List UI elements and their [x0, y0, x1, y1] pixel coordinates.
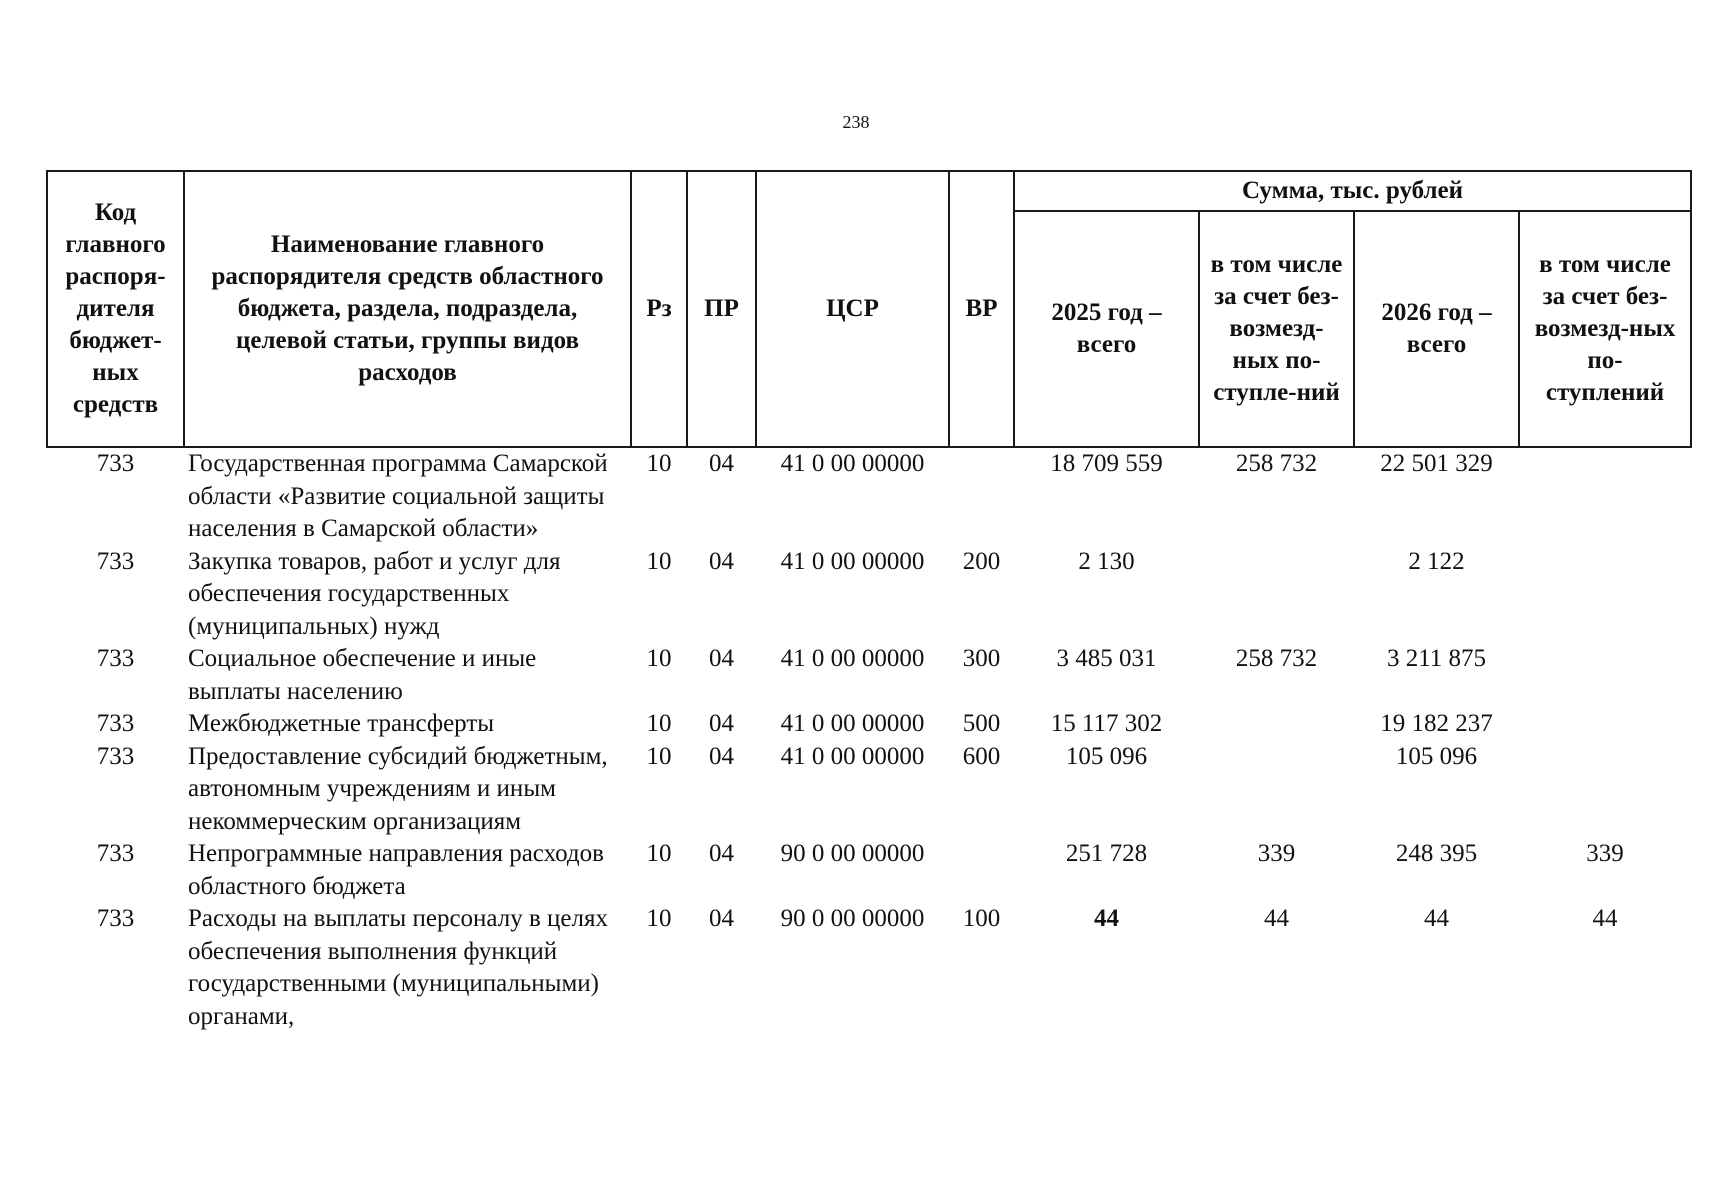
cell-2025-free [1199, 546, 1354, 644]
cell-2026-total: 2 122 [1408, 547, 1465, 575]
cell-pr: 04 [709, 547, 734, 575]
cell-2025-total: 2 130 [1078, 547, 1135, 575]
cell-2025-free: 44 [1264, 905, 1289, 932]
header-vr: ВР [949, 171, 1014, 447]
cell-vr: 200 [962, 547, 1001, 575]
cell-code: 733 [96, 450, 135, 477]
cell-name: Закупка товаров, работ и услуг для обеспечения государственных (муниципальных) нужд [188, 547, 561, 640]
budget-table [46, 170, 1692, 1033]
table-row [47, 903, 1691, 1033]
cell-pr: 04 [709, 450, 734, 477]
cell-2025-total: 18 709 559 [1050, 450, 1163, 477]
header-csr: ЦСР [756, 171, 949, 447]
header-2025-total: 2025 год – всего [1014, 211, 1199, 447]
header-2026-total: 2026 год – всего [1354, 211, 1519, 447]
cell-pr: 04 [709, 840, 734, 867]
cell-pr: 04 [709, 742, 734, 770]
cell-pr: 04 [709, 905, 734, 932]
table-row [47, 447, 1691, 546]
cell-name: Межбюджетные трансферты [188, 710, 495, 737]
cell-2025-free [1199, 708, 1354, 741]
cell-2026-free: 339 [1586, 840, 1624, 867]
header-sum-title: Сумма, тыс. рублей [1014, 171, 1691, 211]
cell-2025-total: 44 [1094, 905, 1119, 932]
cell-vr [949, 838, 1014, 903]
header-2026-free: в том числе за счет без-возмезд-ных по-ступлений [1519, 211, 1691, 447]
cell-name: Предоставление субсидий бюджетным, автономным учреждениям и иным некоммерческим организациям [188, 742, 608, 835]
cell-rz: 10 [646, 547, 672, 575]
cell-rz: 10 [646, 645, 672, 672]
cell-csr: 41 0 00 00000 [780, 547, 925, 575]
cell-2026-total: 248 395 [1395, 840, 1478, 867]
cell-rz: 10 [646, 450, 672, 477]
table-header [47, 171, 1691, 447]
cell-vr [949, 447, 1014, 546]
cell-2025-free [1199, 741, 1354, 839]
cell-name: Социальное обеспечение и иные выплаты населению [188, 645, 537, 705]
cell-rz: 10 [646, 905, 672, 932]
cell-2026-free [1519, 447, 1691, 546]
cell-vr: 500 [962, 710, 1001, 737]
cell-csr: 41 0 00 00000 [780, 742, 925, 770]
cell-vr: 600 [962, 742, 1001, 770]
table-row [47, 643, 1691, 708]
cell-2026-free: 44 [1592, 905, 1618, 932]
cell-code: 733 [96, 905, 135, 932]
cell-pr: 04 [709, 645, 734, 672]
cell-2026-free [1519, 708, 1691, 741]
cell-2026-total: 105 096 [1395, 742, 1478, 770]
header-pr: ПР [687, 171, 756, 447]
header-2025-free: в том числе за счет без-возмезд-ных по-ступле-ний [1199, 211, 1354, 447]
cell-csr: 90 0 00 00000 [780, 840, 925, 867]
table-body [47, 447, 1691, 1033]
header-name: Наименование главного распорядителя средств областного бюджета, раздела, подраздела, целевой статьи, группы видов расходов [184, 171, 631, 447]
cell-2026-total: 44 [1424, 905, 1449, 932]
cell-code: 733 [96, 645, 135, 672]
cell-2026-free [1519, 546, 1691, 644]
cell-2026-free [1519, 741, 1691, 839]
table-row [47, 546, 1691, 644]
cell-csr: 90 0 00 00000 [780, 905, 925, 932]
cell-name: Государственная программа Самарской области «Развитие социальной защиты населения в Самарской области» [188, 450, 608, 542]
cell-2025-free: 258 732 [1235, 450, 1318, 477]
cell-csr: 41 0 00 00000 [780, 645, 925, 672]
header-rz: Рз [631, 171, 687, 447]
table-row [47, 708, 1691, 741]
page-number: 238 [842, 112, 870, 132]
cell-2025-total: 251 728 [1065, 840, 1148, 867]
cell-csr: 41 0 00 00000 [780, 710, 925, 737]
cell-pr: 04 [709, 710, 734, 737]
cell-code: 733 [96, 547, 135, 575]
cell-2026-total: 22 501 329 [1380, 450, 1493, 477]
cell-2025-free: 339 [1257, 840, 1296, 867]
cell-vr: 300 [962, 645, 1001, 672]
cell-name: Расходы на выплаты персоналу в целях обеспечения выполнения функций государственными (муниципальными) органами, [188, 905, 608, 1030]
cell-2026-total: 19 182 237 [1380, 710, 1493, 737]
cell-csr: 41 0 00 00000 [780, 450, 925, 477]
cell-2025-total: 3 485 031 [1056, 645, 1157, 672]
cell-rz: 10 [646, 742, 672, 770]
table-row [47, 741, 1691, 839]
cell-rz: 10 [646, 840, 672, 867]
cell-2025-total: 15 117 302 [1050, 710, 1163, 737]
cell-2026-free [1519, 643, 1691, 708]
header-code: Код главного распоря-дителя бюджет-ных средств [47, 171, 184, 447]
cell-code: 733 [96, 840, 135, 867]
cell-vr: 100 [962, 905, 1001, 932]
cell-rz: 10 [646, 710, 672, 737]
cell-2025-total: 105 096 [1065, 742, 1148, 770]
cell-2025-free: 258 732 [1235, 645, 1318, 672]
cell-name: Непрограммные направления расходов областного бюджета [188, 840, 604, 900]
table-row [47, 838, 1691, 903]
cell-code: 733 [96, 742, 135, 770]
cell-2026-total: 3 211 875 [1386, 645, 1487, 672]
cell-code: 733 [96, 710, 135, 737]
